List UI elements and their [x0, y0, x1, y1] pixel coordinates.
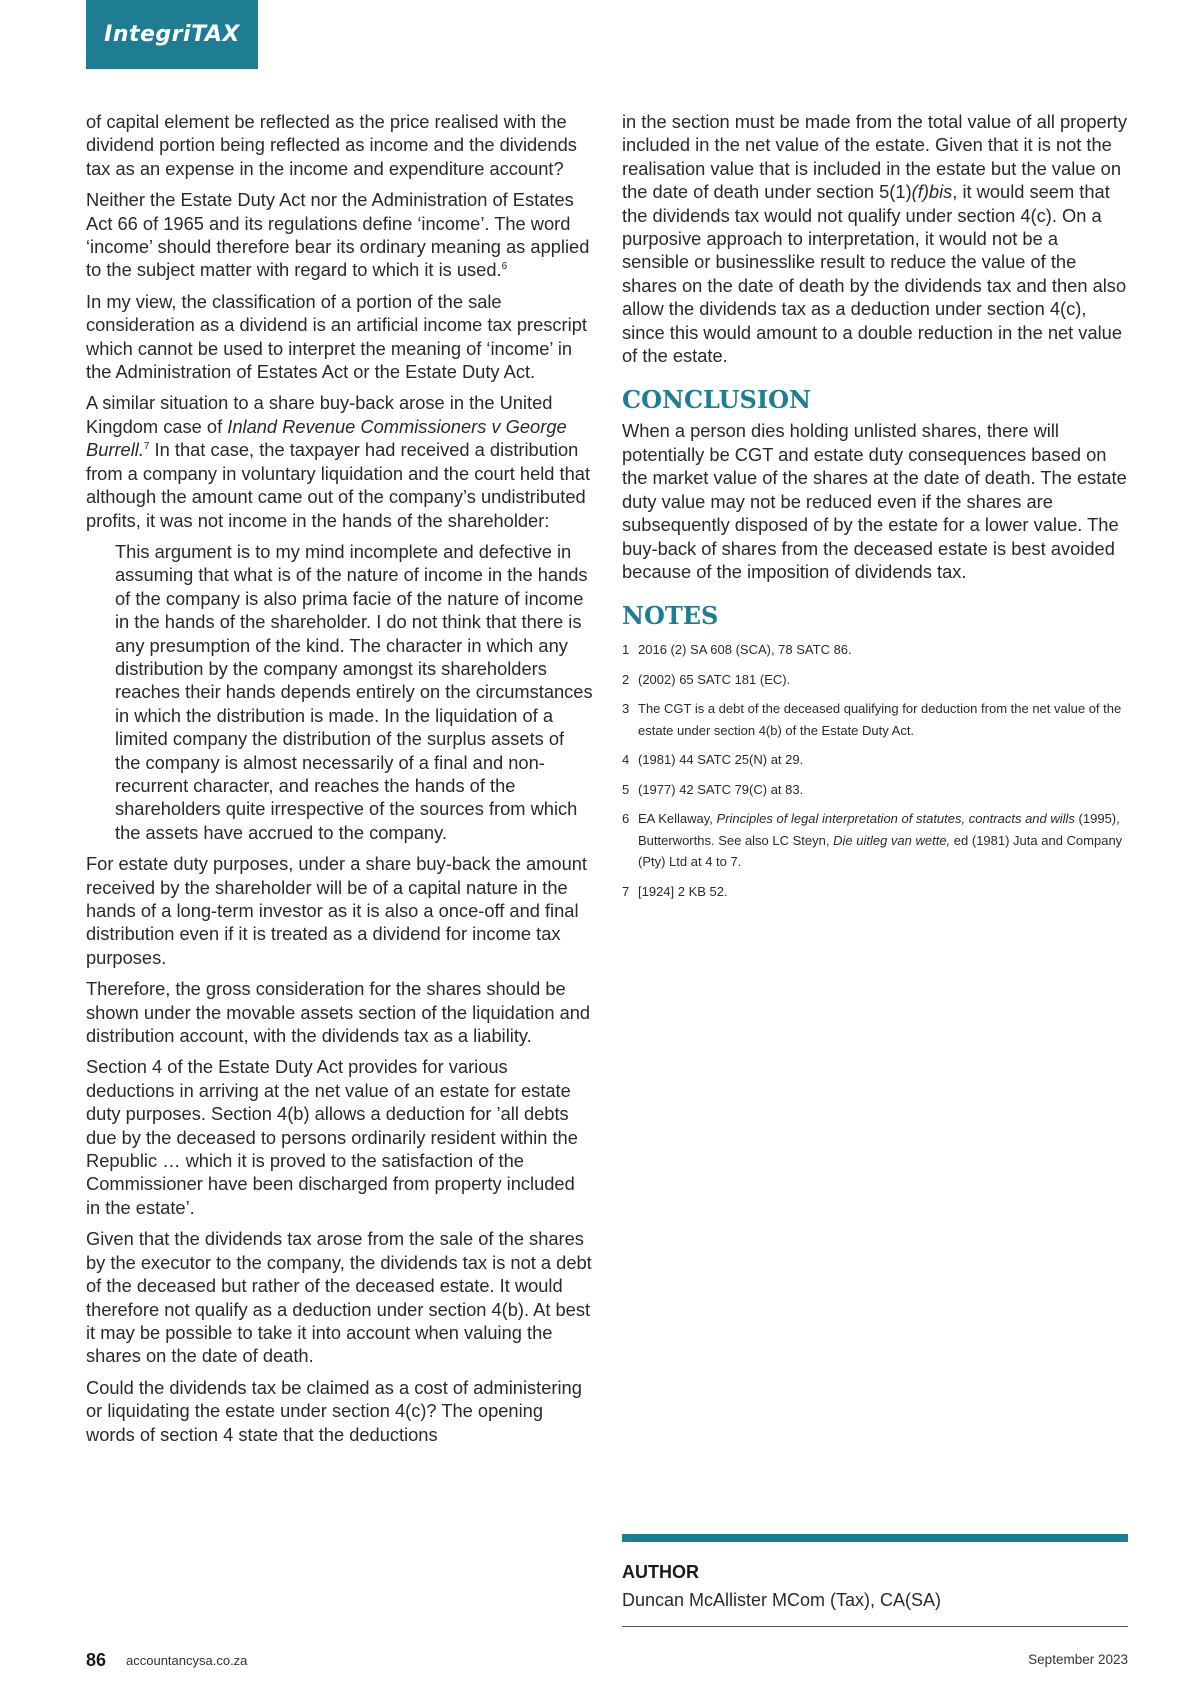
issue-date: September 2023 [1028, 1652, 1128, 1667]
paragraph-text: In that case, the taxpayer had received a distribution from a company in voluntary liquidation and the court held that although the amount came out of the company’s undistributed profits, it was not income in the hands of the shareholder: [86, 439, 591, 531]
author-rule [622, 1626, 1128, 1627]
case-name: Inland Revenue Commissioners v George Burrell. [86, 415, 567, 461]
note-text-part: ed (1981) Juta and Company (Pty) Ltd at 4 to 7. [638, 832, 1123, 870]
conclusion-paragraph: When a person dies holding unlisted shares, there will potentially be CGT and estate duty consequences based on the market value of the shares at the date of death. The estate duty value may not be reduced even if the shares are subsequently disposed of by the estate for a lower value. The buy-back of shares from the deceased estate is best avoided because of the imposition of dividends tax. [622, 420, 1127, 582]
note-text-part: EA Kellaway, [638, 811, 717, 827]
note-text: (1977) 42 SATC 79(C) at 83. [638, 781, 804, 797]
author-label: AUTHOR [622, 1562, 699, 1582]
logo-text: IntegriTAX [104, 22, 240, 47]
note-text: [1924] 2 KB 52. [638, 883, 728, 899]
note-text: (2002) 65 SATC 181 (EC). [638, 671, 791, 687]
paragraph-text: in the section must be made from the total value of all property included in the net value of the estate. Given that it is not the realisation value that is included in the estate but the value on the date of death under section 5(1) [622, 111, 1128, 203]
paragraph [86, 391, 594, 531]
note-number: 4 [622, 752, 630, 768]
footnote-ref[interactable]: 6 [501, 261, 508, 273]
note-item [622, 698, 1128, 741]
integritax-logo [86, 0, 258, 69]
page-number: 86 [86, 1650, 107, 1670]
note-number: 7 [622, 883, 630, 899]
paragraph: In my view, the classification of a portion of the sale consideration as a dividend is an artificial income tax prescript which cannot be used to interpret the meaning of ‘income’ in the Administration of Estates Act or the Estate Duty Act. [86, 290, 587, 383]
notes-list [622, 639, 1128, 902]
note-item [622, 669, 1128, 691]
paragraph: Given that the dividends tax arose from the sale of the shares by the executor to the company, the dividends tax is not a debt of the deceased but rather of the deceased estate. It would therefore not qualify as a deduction under section 4(b). At best it may be possible to take it into account when valuing the shares on the date of death. [86, 1228, 592, 1367]
website-link[interactable]: accountancysa.co.za [126, 1653, 248, 1668]
conclusion-heading: CONCLUSION [622, 385, 811, 415]
book-title: Principles of legal interpretation of statutes, contracts and wills [716, 811, 1075, 827]
paragraph: Section 4 of the Estate Duty Act provides for various deductions in arriving at the net value of an estate for estate duty purposes. Section 4(b) allows a deduction for ’all debts due by the deceased to persons ordinarily resident within the Republic … which it is proved to the satisfaction of the Commissioner have been discharged from property included in the estate’. [86, 1056, 578, 1218]
note-item [622, 808, 1128, 873]
paragraph-text: A similar situation to a share buy-back arose in the United Kingdom case of [86, 392, 553, 437]
book-title: Die uitleg van wette, [833, 832, 951, 848]
paragraph: Therefore, the gross consideration for the shares should be shown under the movable assets section of the liquidation and distribution account, with the dividends tax as a liability. [86, 978, 591, 1047]
paragraph [86, 188, 594, 282]
note-number: 5 [622, 781, 630, 797]
paragraph-text: Neither the Estate Duty Act nor the Administration of Estates Act 66 of 1965 and its regulations define ‘income’. The word ‘income’ should therefore bear its ordinary meaning as applied to the subject matter with regard to which it is used. [86, 189, 590, 281]
note-item [622, 749, 1128, 771]
note-text-part: (1995), Butterworths. See also LC Steyn, [638, 811, 1120, 848]
author-name: Duncan McAllister MCom (Tax), CA(SA) [622, 1590, 942, 1610]
section-ref: (f)bis [911, 181, 953, 203]
note-item [622, 881, 1128, 903]
paragraph: For estate duty purposes, under a share buy-back the amount received by the shareholder will be of a capital nature in the hands of a long-term investor as it is also a once-off and final distribution even if it is treated as a dividend for income tax purposes. [86, 853, 587, 968]
author-divider [622, 1534, 1128, 1542]
left-column [86, 110, 594, 1454]
block-quote: This argument is to my mind incomplete and defective in assuming that what is of the nature of income in the hands of the company is also prima facie of the nature of income in the hands of the shareholder. I do not think that there is any presumption of the kind. The character in which any distribution by the company amongst its shareholders reaches their hands depends entirely on the circumstances in which the distribution is made. In the liquidation of a limited company the distribution of the surplus assets of the company is almost necessarily of a final and non-recurrent character, and reaches the hands of the shareholders quite irrespective of the sources from which the assets have accrued to the company. [115, 540, 593, 843]
right-column [622, 110, 1128, 910]
paragraph: of capital element be reflected as the price realised with the dividend portion being reflected as income and the dividends tax as an expense in the income and expenditure account? [86, 111, 577, 179]
note-text: The CGT is a debt of the deceased qualifying for deduction from the net value of the estate under section 4(b) of the Estate Duty Act. [638, 701, 1122, 738]
note-number: 3 [622, 701, 630, 717]
note-number: 6 [622, 811, 630, 827]
notes-heading: NOTES [622, 601, 719, 631]
note-text [638, 808, 1128, 873]
paragraph [622, 110, 1128, 367]
paragraph: Could the dividends tax be claimed as a cost of administering or liquidating the estate under section 4(c)? The opening words of section 4 state that the deductions [86, 1376, 582, 1445]
note-number: 2 [622, 671, 630, 687]
note-text: (1981) 44 SATC 25(N) at 29. [638, 752, 804, 768]
footnote-ref[interactable]: 7 [143, 441, 150, 453]
paragraph-text: , it would seem that the dividends tax would not qualify under section 4(c). On a purposive approach to interpretation, it would not be a sensible or businesslike result to reduce the value of the shares on the date of death by the dividends tax and then also allow the dividends tax as a deduction under section 4(c), since this would amount to a double reduction in the net value of the estate. [622, 181, 1127, 367]
note-text: 2016 (2) SA 608 (SCA), 78 SATC 86. [638, 642, 852, 658]
note-number: 1 [622, 642, 630, 658]
note-item [622, 779, 1128, 801]
note-item [622, 639, 1128, 661]
